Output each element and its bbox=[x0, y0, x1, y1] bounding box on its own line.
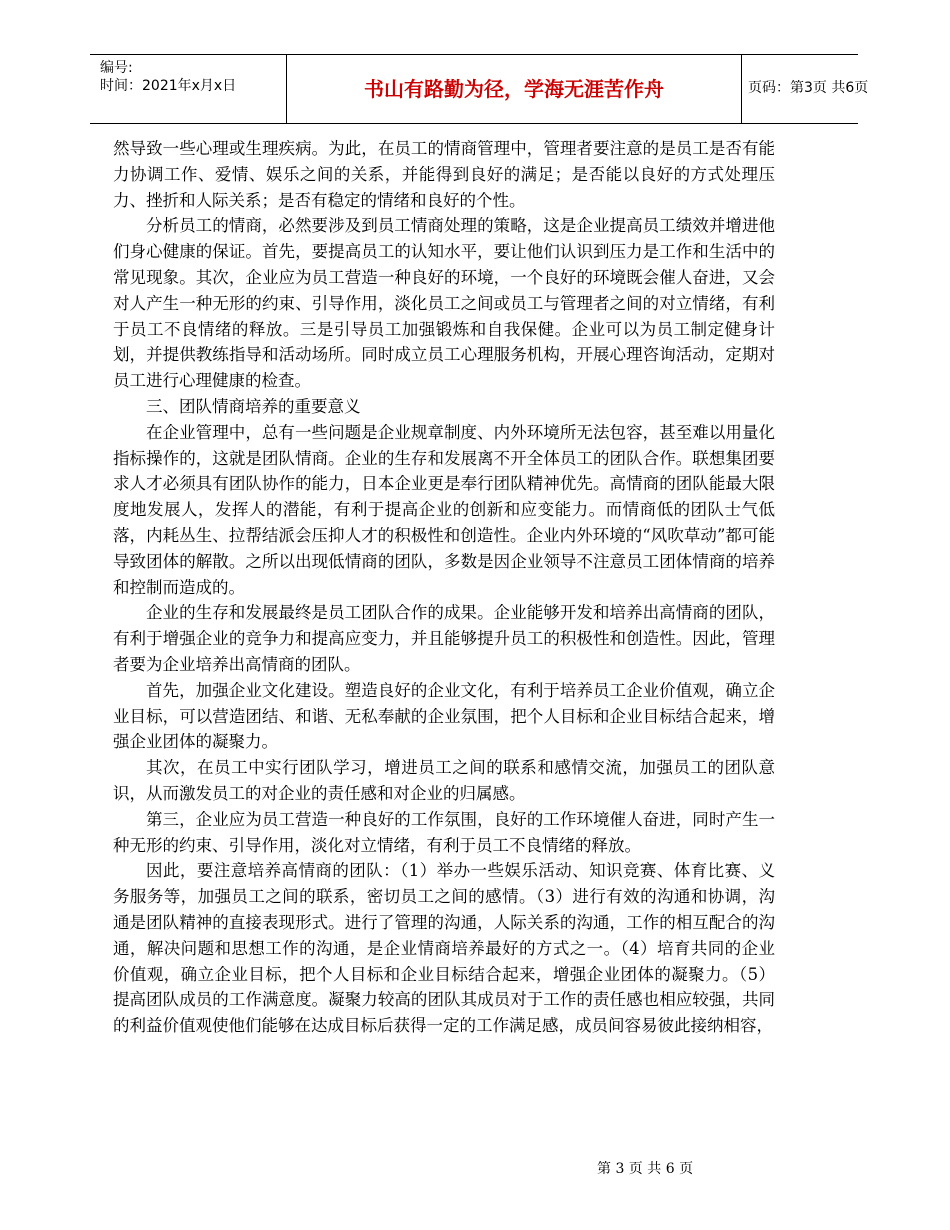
paragraph: 分析员工的情商，必然要涉及到员工情商处理的策略，这是企业提高员工绩效并增进他们身心健康的保证。首先，要提高员工的认知水平，要让他们认识到压力是工作和生活中的常见现象。其次，企业应为员工营造一种良好的环境，一个良好的环境既会催人奋进，又会对人产生一种无形的约束、引导作用，淡化员工之间或员工与管理者之间的对立情绪，有利于员工不良情绪的释放。三是引导员工加强锻炼和自我保健。企业可以为员工制定健身计划，并提供教练指导和活动场所。同时成立员工心理服务机构，开展心理咨询活动，定期对员工进行心理健康的检查。 bbox=[113, 216, 775, 391]
paragraph: 首先，加强企业文化建设。塑造良好的企业文化，有利于培养员工企业价值观，确立企业目标，可以营造团结、和谐、无私奉献的企业氛围，把个人目标和企业目标结合起来，增强企业团体的凝聚力。 bbox=[113, 680, 775, 752]
section-heading: 三、团队情商培养的重要意义 bbox=[146, 396, 361, 416]
document-body bbox=[113, 136, 775, 1039]
header-page-cell bbox=[740, 55, 869, 123]
number-label: 编号: bbox=[100, 60, 133, 76]
paragraph: 在企业管理中，总有一些问题是企业规章制度、内外环境所无法包容，甚至难以用量化指标操作的，这就是团队情商。企业的生存和发展离不开全体员工的团队合作。联想集团要求人才必须具有团队协作的能力，日本企业更是奉行团队精神优先。高情商的团队能最大限度地发展人，发挥人的潜能，有利于提高企业的创新和应变能力。而情商低的团队士气低落，内耗丛生、拉帮结派会压抑人才的积极性和创造性。企业内外环境的“风吹草动”都可能导致团体的解散。之所以出现低情商的团队，多数是因企业领导不注意员工团体情商的培养和控制而造成的。 bbox=[113, 422, 775, 597]
paragraph: 因此，要注意培养高情商的团队：（1）举办一些娱乐活动、知识竞赛、体育比赛、义务服务等，加强员工之间的联系，密切员工之间的感情。（3）进行有效的沟通和协调，沟通是团队精神的直接表现形式。进行了管理的沟通，人际关系的沟通，工作的相互配合的沟通，解决问题和思想工作的沟通，是企业情商培养最好的方式之一。（4）培育共同的企业价值观，确立企业目标，把个人目标和企业目标结合起来，增强企业团体的凝聚力。（5）提高团队成员的工作满意度。凝聚力较高的团队其成员对于工作的责任感也相应较强，共同的利益价值观使他们能够在达成目标后获得一定的工作满足感，成员间容易彼此接纳相容， bbox=[113, 861, 775, 1036]
paragraph-continuation: 然导致一些心理或生理疾病。为此，在员工的情商管理中，管理者要注意的是员工是否有能力协调工作、爱情、娱乐之间的关系，并能得到良好的满足；是否能以良好的方式处理压力、挫折和人际关系；是否有稳定的情绪和良好的个性。 bbox=[113, 139, 775, 210]
page-footer: 第 3 页 共 6 页 bbox=[597, 1161, 694, 1177]
paragraph: 其次，在员工中实行团队学习，增进员工之间的联系和感情交流，加强员工的团队意识，从而激发员工的对企业的责任感和对企业的归属感。 bbox=[113, 758, 775, 803]
page-info: 页码：第3页 共6页 bbox=[748, 80, 869, 96]
header-meta bbox=[90, 55, 286, 123]
header-slogan-cell bbox=[286, 55, 742, 123]
page-header bbox=[90, 54, 869, 124]
slogan: 书山有路勤为径，学海无涯苦作舟 bbox=[364, 77, 664, 101]
time-label: 时间：2021年x月x日 bbox=[100, 78, 237, 94]
paragraph: 第三，企业应为员工营造一种良好的工作氛围，良好的工作环境催人奋进，同时产生一种无形的约束、引导作用，淡化对立情绪，有利于员工不良情绪的释放。 bbox=[113, 809, 775, 855]
paragraph: 企业的生存和发展最终是员工团队合作的成果。企业能够开发和培养出高情商的团队，有利于增强企业的竞争力和提高应变力，并且能够提升员工的积极性和创造性。因此，管理者要为企业培养出高情商的团队。 bbox=[113, 603, 775, 674]
